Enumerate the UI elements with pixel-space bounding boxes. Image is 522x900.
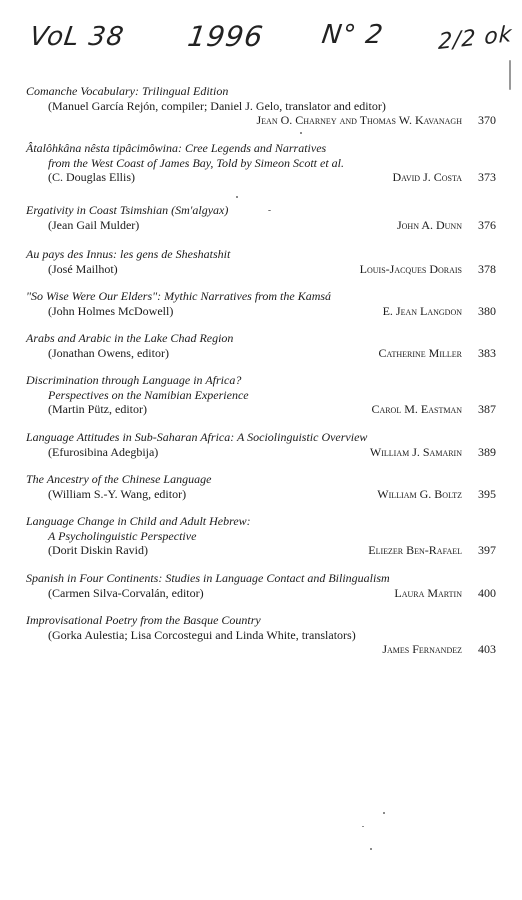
book-editors: (Jean Gail Mulder)	[48, 217, 140, 232]
book-editors: (C. Douglas Ellis)	[48, 170, 135, 184]
scan-speck	[370, 848, 372, 850]
book-title: Spanish in Four Continents: Studies in Language Contact and Bilingualism	[26, 571, 390, 585]
book-title: Discrimination through Language in Africa?	[26, 373, 242, 387]
book-title-continued: from the West Coast of James Bay, Told by Simeon Scott et al.	[48, 155, 344, 170]
reviewer-name: James Fernandez	[382, 642, 462, 656]
review-entry	[26, 247, 496, 276]
reviewer-name: John A. Dunn	[396, 217, 462, 232]
reviewer-name: William G. Boltz	[377, 486, 462, 501]
page-number: 378	[478, 261, 496, 276]
reviewer-name: Carol M. Eastman	[371, 402, 462, 416]
review-entry	[26, 514, 496, 558]
book-editors: (Efurosibina Adegbija)	[48, 444, 159, 459]
book-title: "So Wise Were Our Elders": Mythic Narratives from the Kamsá	[26, 289, 332, 303]
book-editors: (José Mailhot)	[48, 261, 118, 276]
book-title: Arabs and Arabic in the Lake Chad Region	[26, 331, 234, 345]
scan-speck	[300, 132, 302, 134]
review-entry	[26, 331, 496, 360]
handwritten-year: 1996	[185, 20, 266, 53]
book-title: Language Attitudes in Sub-Saharan Africa: A Sociolinguistic Overview	[26, 430, 368, 444]
scan-speck	[236, 196, 238, 198]
reviewer-name: Catherine Miller	[378, 345, 462, 360]
scan-speck	[383, 812, 385, 814]
handwritten-volume: VoL 38	[27, 22, 127, 52]
review-entry	[26, 141, 496, 185]
book-editors: (Dorit Diskin Ravid)	[48, 543, 148, 557]
book-editors: (Carmen Silva-Corvalán, editor)	[48, 585, 204, 600]
scan-speck	[268, 210, 271, 211]
page-number: 383	[478, 345, 496, 360]
book-title-continued: Perspectives on the Namibian Experience	[48, 387, 249, 402]
page-number: 395	[478, 486, 496, 501]
book-editors: (John Holmes McDowell)	[48, 303, 174, 318]
reviewer-name: Louis-Jacques Dorais	[359, 261, 462, 276]
handwritten-check: 2/2 ok	[437, 21, 513, 56]
page-number: 400	[478, 585, 496, 600]
page-number: 389	[478, 444, 496, 459]
review-entry	[26, 472, 496, 501]
review-entry	[26, 203, 496, 232]
book-title: The Ancestry of the Chinese Language	[26, 472, 212, 486]
page-number: 376	[478, 217, 496, 232]
book-editors: (Gorka Aulestia; Lisa Corcostegui and Linda White, translators)	[48, 627, 356, 642]
scan-speck	[362, 826, 364, 827]
book-editors: (Jonathan Owens, editor)	[48, 345, 169, 360]
reviewer-name: Laura Martin	[394, 585, 462, 600]
book-title: Au pays des Innus: les gens de Sheshatshit	[26, 247, 231, 261]
book-title-continued: A Psycholinguistic Perspective	[48, 528, 197, 543]
review-entry	[26, 613, 496, 657]
book-title: Improvisational Poetry from the Basque Country	[26, 613, 261, 627]
scan-speck	[509, 60, 511, 90]
review-entry	[26, 373, 496, 417]
page-number: 380	[478, 303, 496, 318]
book-title: Ergativity in Coast Tsimshian (Sm'algyax)	[26, 203, 229, 217]
page-number: 397	[478, 543, 496, 557]
reviewer-name: Jean O. Charney and Thomas W. Kavanagh	[256, 113, 462, 127]
page-number: 403	[478, 642, 496, 656]
book-title: Âtalôhkâna nêsta tipâcimôwina: Cree Legends and Narratives	[26, 141, 327, 155]
book-title: Language Change in Child and Adult Hebrew:	[26, 514, 251, 528]
book-editors: (Martin Pütz, editor)	[48, 402, 147, 416]
review-entry	[26, 571, 496, 600]
review-entry	[26, 430, 496, 459]
review-entry	[26, 84, 496, 128]
reviewer-name: William J. Samarin	[369, 444, 462, 459]
page-number: 373	[478, 170, 496, 184]
page-number: 387	[478, 402, 496, 416]
reviewer-name: E. Jean Langdon	[382, 303, 462, 318]
book-title: Comanche Vocabulary: Trilingual Edition	[26, 84, 229, 98]
page-number: 370	[478, 113, 496, 127]
book-editors: (William S.-Y. Wang, editor)	[48, 486, 187, 501]
reviewer-name: Eliezer Ben-Rafael	[368, 543, 462, 557]
reviewer-name: David J. Costa	[392, 170, 462, 184]
review-entry	[26, 289, 496, 318]
handwritten-number: N° 2	[319, 20, 386, 50]
book-editors: (Manuel García Rejón, compiler; Daniel J. Gelo, translator and editor)	[48, 98, 386, 113]
